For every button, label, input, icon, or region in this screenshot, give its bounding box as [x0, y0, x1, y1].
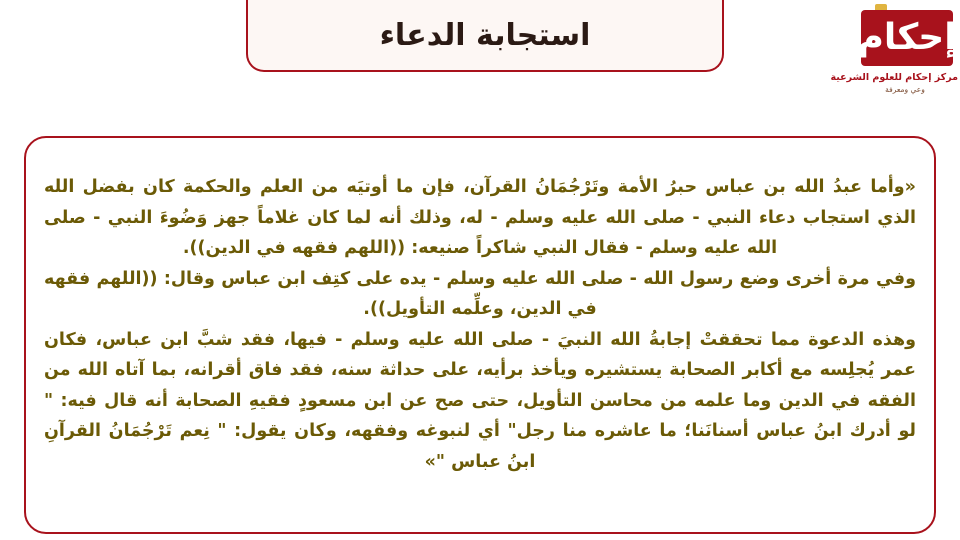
logo-mark — [855, 4, 955, 66]
title-banner — [246, 0, 724, 72]
content-panel — [24, 136, 936, 534]
logo-wordmark: إحكام — [861, 10, 953, 66]
logo-subtitle: مركز إحكام للعلوم الشرعية — [830, 72, 958, 83]
content-text — [44, 172, 916, 477]
logo-tagline: وعي ومعرفة — [885, 85, 925, 94]
page-title: استجابة الدعاء — [379, 17, 591, 53]
paragraph-1: «وأما عبدُ الله بن عباس حبرُ الأمة وتَرْجُمَانُ القرآن، فإن ما أوتيَه من العلم والحكمة كان بفضل الله الذي استجاب دعاء النبي - صلى الله عليه وسلم - له، وذلك أنه لما كان غلاماً جهز وَضُوءَ النبي - صلى الله عليه وسلم - فقال النبي شاكراً صنيعه: ((اللهم فقهه في الدين)). — [44, 177, 916, 258]
logo — [830, 4, 958, 96]
paragraph-3: وهذه الدعوة مما تحققتْ إجابةُ الله النبيَ - صلى الله عليه وسلم - فيها، فقد شبَّ ابن عباس، فكان عمر يُجلِسه مع أكابر الصحابة يستشيره ويأخذ برأيه، على حداثة سنه، فقد فاق أقرانه، بما آتاه الله من الفقه في الدين وما علمه من محاسن التأويل، حتى صح عن ابن مسعودٍ فقيهِ الصحابة أنه قال فيه: " لو أدرك ابنُ عباس أسنانَنا؛ ما عاشره منا رجل" أي لنبوغه وفقهه، وكان يقول: " نِعم تَرْجُمَانُ القرآنِ ابنُ عباس "» — [44, 329, 916, 472]
paragraph-2: وفي مرة أخرى وضع رسول الله - صلى الله عليه وسلم - يده على كتِف ابن عباس وقال: ((اللهم فقهه في الدين، وعلِّمه التأويل)). — [44, 268, 916, 319]
